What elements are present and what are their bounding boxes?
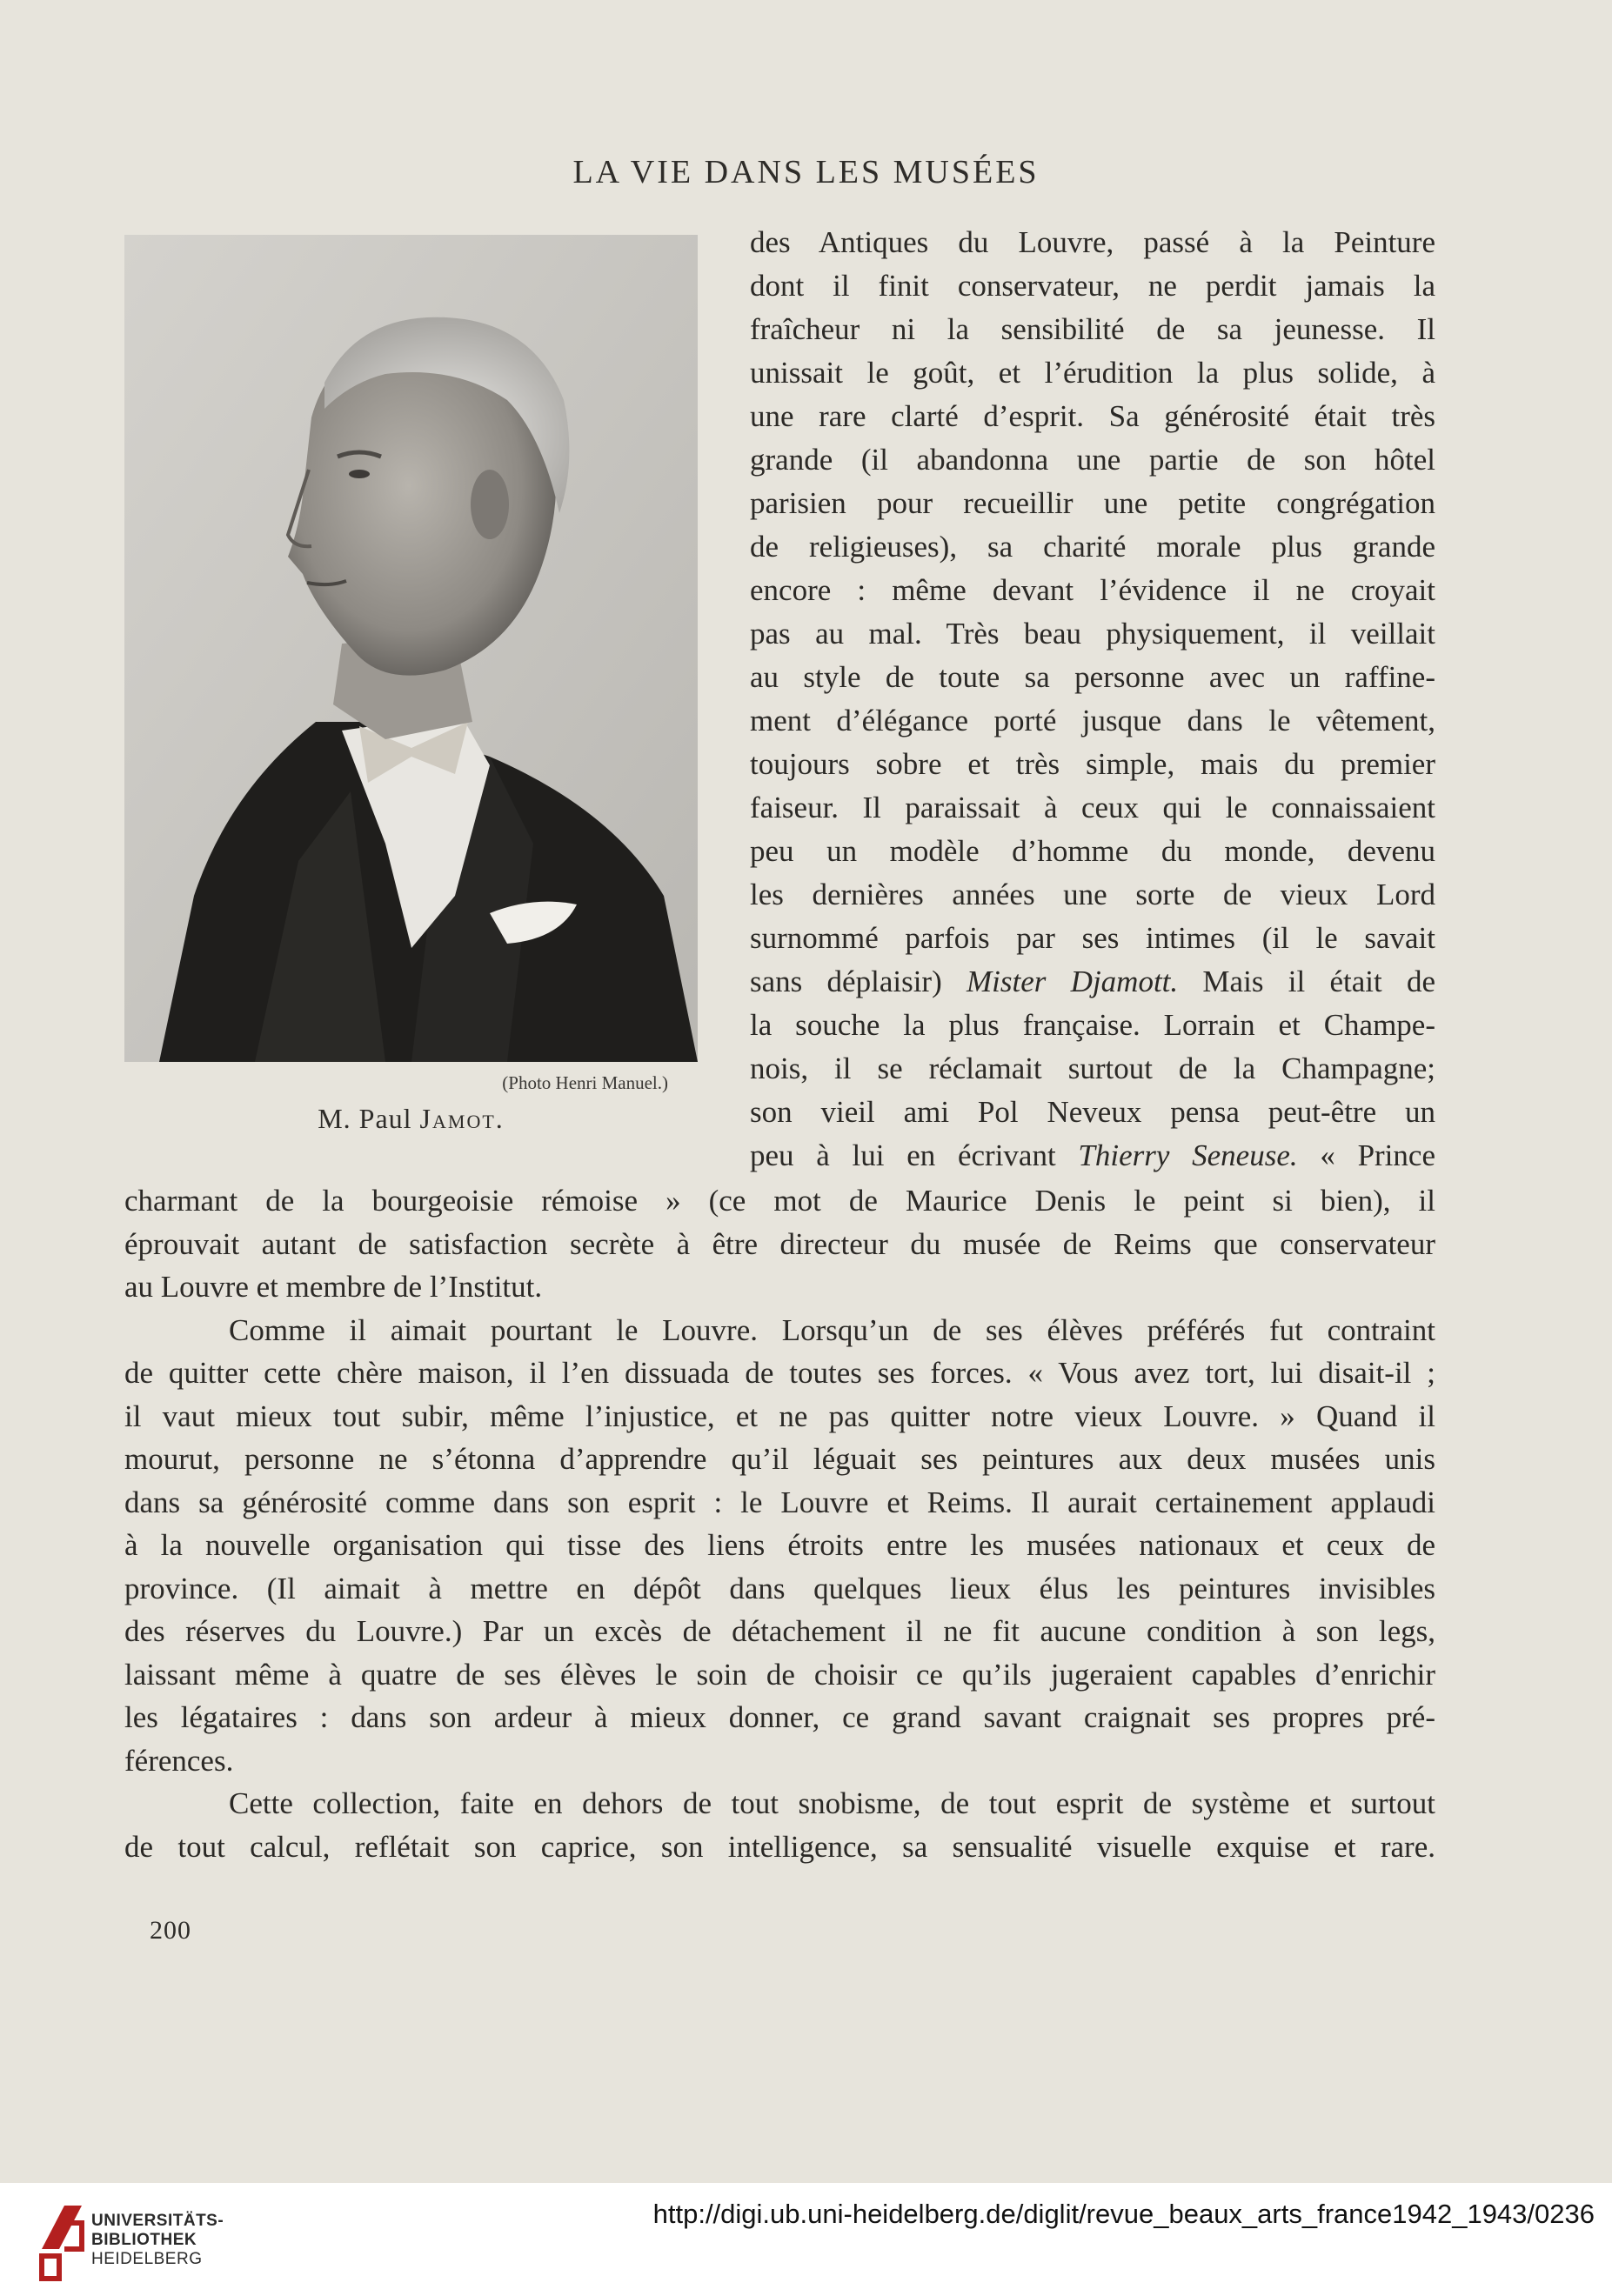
text-line: de quitter cette chère maison, il l’en dissuada de toutes ses forces. « Vous avez tort, lui disait-il ; <box>124 1356 1435 1390</box>
full-width-text <box>124 1179 1435 1868</box>
text-line: Cette collection, faite en dehors de tout snobisme, de tout esprit de système et surtout <box>229 1786 1435 1820</box>
text-line: laissant même à quatre de ses élèves le soin de choisir ce qu’ils jugeraient capables d’enrichir <box>124 1657 1435 1692</box>
text-line: encore : même devant l’évidence il ne croyait <box>750 573 1435 607</box>
text-line: peu un modèle d’homme du monde, devenu <box>750 834 1435 868</box>
text-line: province. (Il aimait à mettre en dépôt dans quelques lieux élus les peintures invisibles <box>124 1571 1435 1605</box>
text-line: de religieuses), sa charité morale plus grande <box>750 530 1435 564</box>
italic-name: Mister Djamott. <box>967 964 1179 998</box>
text-line <box>750 1134 1435 1178</box>
library-name-line: UNIVERSITÄTS- <box>91 2212 224 2230</box>
text-line: éprouvait autant de satisfaction secrète à être directeur du musée de Reims que conservateur <box>124 1226 1435 1261</box>
text-line: surnommé parfois par ses intimes (il le savait <box>750 921 1435 955</box>
portrait-photo <box>124 235 698 1062</box>
text-line <box>750 960 1435 1004</box>
text-line: mourut, personne ne s’étonna d’apprendre qu’il léguait ses peintures aux deux musées unis <box>124 1442 1435 1476</box>
text-line: ment d’élégance porté jusque dans le vêtement, <box>750 704 1435 738</box>
text-line: il vaut mieux tout subir, même l’injustice, et ne pas quitter notre vieux Louvre. » Quand il <box>124 1398 1435 1433</box>
page-number: 200 <box>150 1916 191 1945</box>
text-line: pas au mal. Très beau physiquement, il veillait <box>750 617 1435 651</box>
text-line: de tout calcul, reflétait son caprice, son intelligence, sa sensualité visuelle exquise et rare. <box>124 1829 1435 1864</box>
text-line: des Antiques du Louvre, passé à la Peinture <box>750 225 1435 259</box>
text-line: une rare clarté d’esprit. Sa générosité était très <box>750 399 1435 433</box>
text-line: son vieil ami Pol Neveux pensa peut-être un <box>750 1095 1435 1129</box>
text-segment: Mais il était de <box>1178 964 1435 998</box>
library-name-line: HEIDELBERG <box>91 2250 203 2268</box>
source-url-link[interactable]: http://digi.ub.uni-heidelberg.de/diglit/revue_beaux_arts_france1942_1943/0236 <box>652 2199 1595 2229</box>
portrait-image <box>124 235 698 1062</box>
text-line: au Louvre et membre de l’Institut. <box>124 1270 543 1304</box>
text-line: à la nouvelle organisation qui tisse des liens étroits entre les musées nationaux et ceux de <box>124 1528 1435 1562</box>
text-segment: sans déplaisir) <box>750 964 967 998</box>
running-head: LA VIE DANS LES MUSÉES <box>572 154 1040 190</box>
text-segment: « Prince <box>1297 1138 1435 1172</box>
ub-heidelberg-logo-icon[interactable] <box>38 2197 85 2282</box>
text-line: les légataires : dans son ardeur à mieux donner, ce grand savant craignait ses propres pré- <box>124 1700 1435 1734</box>
photo-credit: (Photo Henri Manuel.) <box>502 1072 668 1093</box>
photo-caption <box>124 1103 698 1135</box>
text-line: les dernières années une sorte de vieux Lord <box>750 878 1435 911</box>
text-line: dont il finit conservateur, ne perdit jamais la <box>750 269 1435 303</box>
text-line: toujours sobre et très simple, mais du premier <box>750 747 1435 781</box>
caption-name: Jamot. <box>419 1103 505 1134</box>
text-line: grande (il abandonna une partie de son hôtel <box>750 443 1435 477</box>
text-segment: peu à lui en écrivant <box>750 1138 1079 1172</box>
text-line: férences. <box>124 1743 234 1778</box>
library-name-line: BIBLIOTHEK <box>91 2231 197 2249</box>
text-line: fraîcheur ni la sensibilité de sa jeunesse. Il <box>750 312 1435 346</box>
text-line: au style de toute sa personne avec un raffine- <box>750 660 1435 694</box>
text-line: faiseur. Il paraissait à ceux qui le connaissaient <box>750 791 1435 824</box>
text-line: dans sa générosité comme dans son esprit : le Louvre et Reims. Il aurait certainement applaudi <box>124 1485 1435 1519</box>
text-line: unissait le goût, et l’érudition la plus solide, à <box>750 356 1435 390</box>
text-line: des réserves du Louvre.) Par un excès de détachement il ne fit aucune condition à son legs, <box>124 1614 1435 1648</box>
text-line: nois, il se réclamait surtout de la Champagne; <box>750 1051 1435 1085</box>
text-line: parisien pour recueillir une petite congrégation <box>750 486 1435 520</box>
library-logo-text[interactable] <box>91 2212 224 2269</box>
right-column-text <box>750 221 1435 1178</box>
caption-prefix: M. Paul <box>318 1103 420 1134</box>
text-line: Comme il aimait pourtant le Louvre. Lorsqu’un de ses élèves préférés fut contraint <box>229 1312 1435 1347</box>
text-line: la souche la plus française. Lorrain et Champe- <box>750 1008 1435 1042</box>
italic-title: Thierry Seneuse. <box>1078 1138 1298 1172</box>
text-line: charmant de la bourgeoisie rémoise » (ce mot de Maurice Denis le peint si bien), il <box>124 1184 1435 1218</box>
